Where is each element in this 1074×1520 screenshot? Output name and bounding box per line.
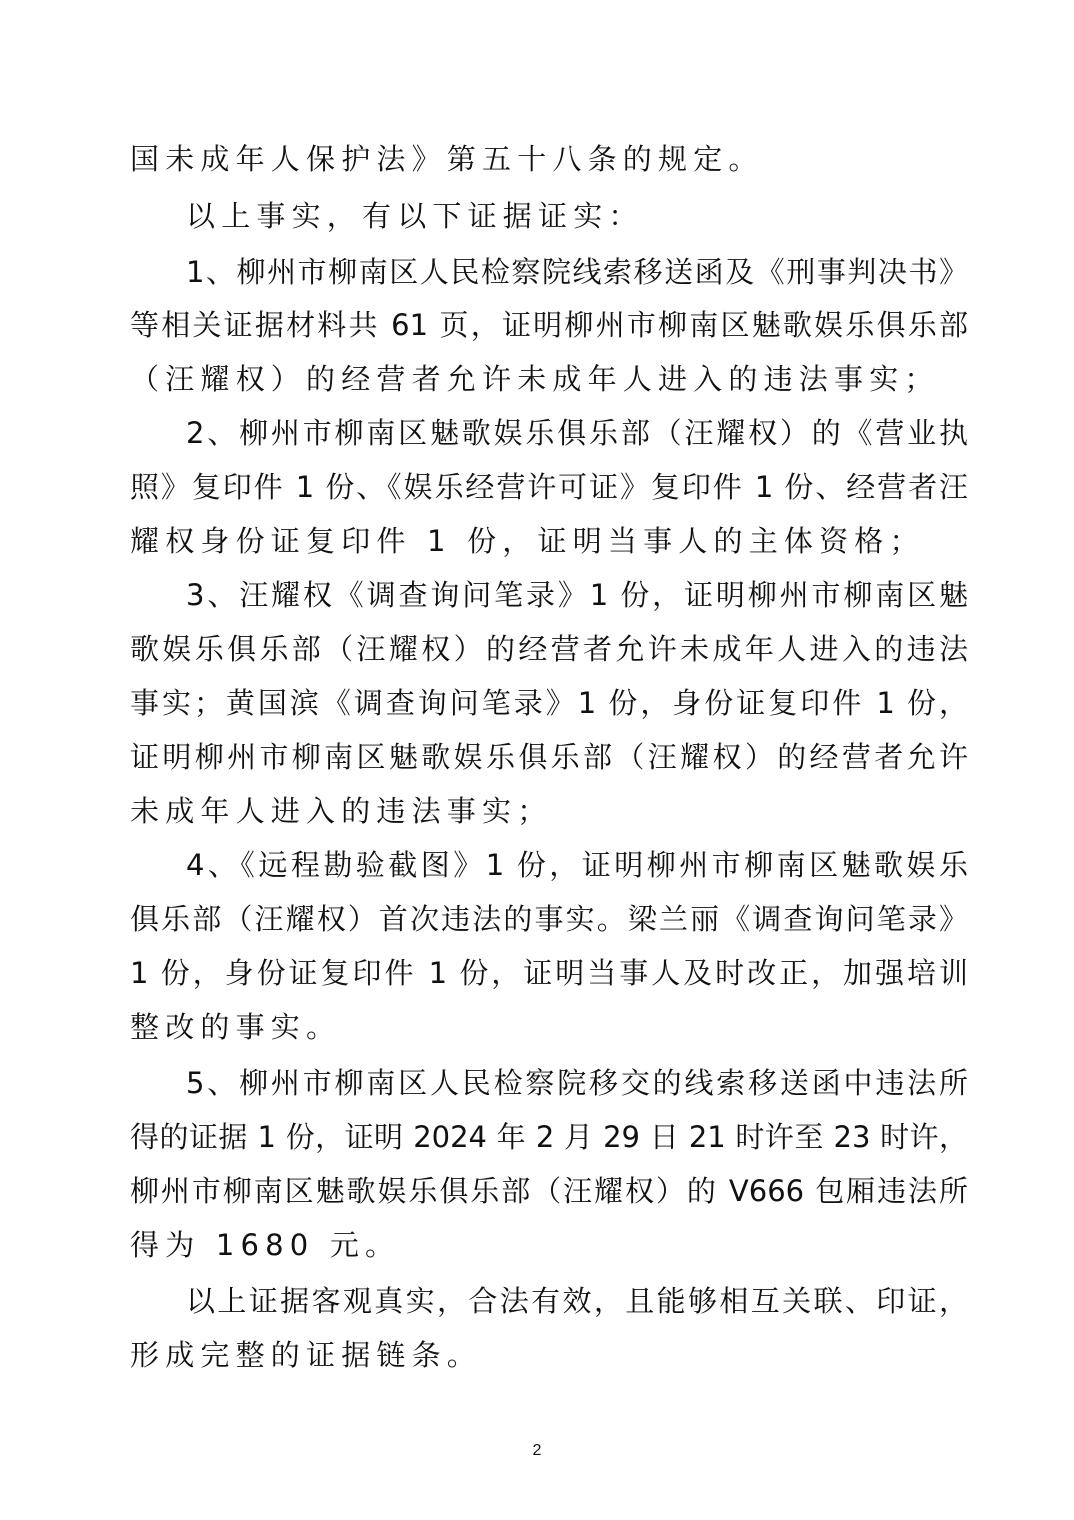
text-line: 俱乐部（汪耀权）首次违法的事实。梁兰丽《调查询问笔录》	[130, 902, 968, 936]
text-line: 歌娱乐俱乐部（汪耀权）的经营者允许未成年人进入的违法	[130, 632, 968, 666]
text-line: 得为 1680 元。	[130, 1228, 401, 1262]
text-line: 等相关证据材料共 61 页，证明柳州市柳南区魅歌娱乐俱乐部	[130, 308, 968, 342]
text-line: 证明柳州市柳南区魅歌娱乐俱乐部（汪耀权）的经营者允许	[130, 740, 968, 774]
text-line: 得的证据 1 份，证明 2024 年 2 月 29 日 21 时许至 23 时许，	[130, 1120, 968, 1154]
text-line: 1 份，身份证复印件 1 份，证明当事人及时改正，加强培训	[130, 956, 968, 990]
text-line: 柳州市柳南区魅歌娱乐俱乐部（汪耀权）的 V666 包厢违法所	[130, 1174, 968, 1208]
text-line: 5、柳州市柳南区人民检察院移交的线索移送函中违法所	[186, 1066, 968, 1100]
text-line: 整改的事实。	[130, 1010, 342, 1044]
page-number: 2	[532, 1442, 542, 1459]
text-line: 2、柳州市柳南区魅歌娱乐俱乐部（汪耀权）的《营业执	[186, 416, 968, 450]
text-line: 形成完整的证据链条。	[130, 1338, 483, 1372]
text-line: 以上证据客观真实，合法有效，且能够相互关联、印证，	[186, 1284, 968, 1318]
text-line: 事实；黄国滨《调查询问笔录》1 份，身份证复印件 1 份，	[130, 686, 968, 720]
text-line: 以上事实，有以下证据证实：	[186, 199, 644, 233]
text-line: （汪耀权）的经营者允许未成年人进入的违法事实；	[130, 362, 940, 396]
text-line: 未成年人进入的违法事实；	[130, 794, 553, 828]
text-line: 国未成年人保护法》第五十八条的规定。	[130, 142, 764, 176]
text-line: 4、《远程勘验截图》1 份，证明柳州市柳南区魅歌娱乐	[186, 848, 968, 882]
text-line: 耀权身份证复印件 1 份，证明当事人的主体资格；	[130, 524, 925, 558]
text-line: 3、汪耀权《调查询问笔录》1 份，证明柳州市柳南区魅	[186, 578, 968, 612]
text-line: 1、柳州市柳南区人民检察院线索移送函及《刑事判决书》	[186, 255, 968, 289]
text-line: 照》复印件 1 份、《娱乐经营许可证》复印件 1 份、经营者汪	[130, 470, 968, 504]
